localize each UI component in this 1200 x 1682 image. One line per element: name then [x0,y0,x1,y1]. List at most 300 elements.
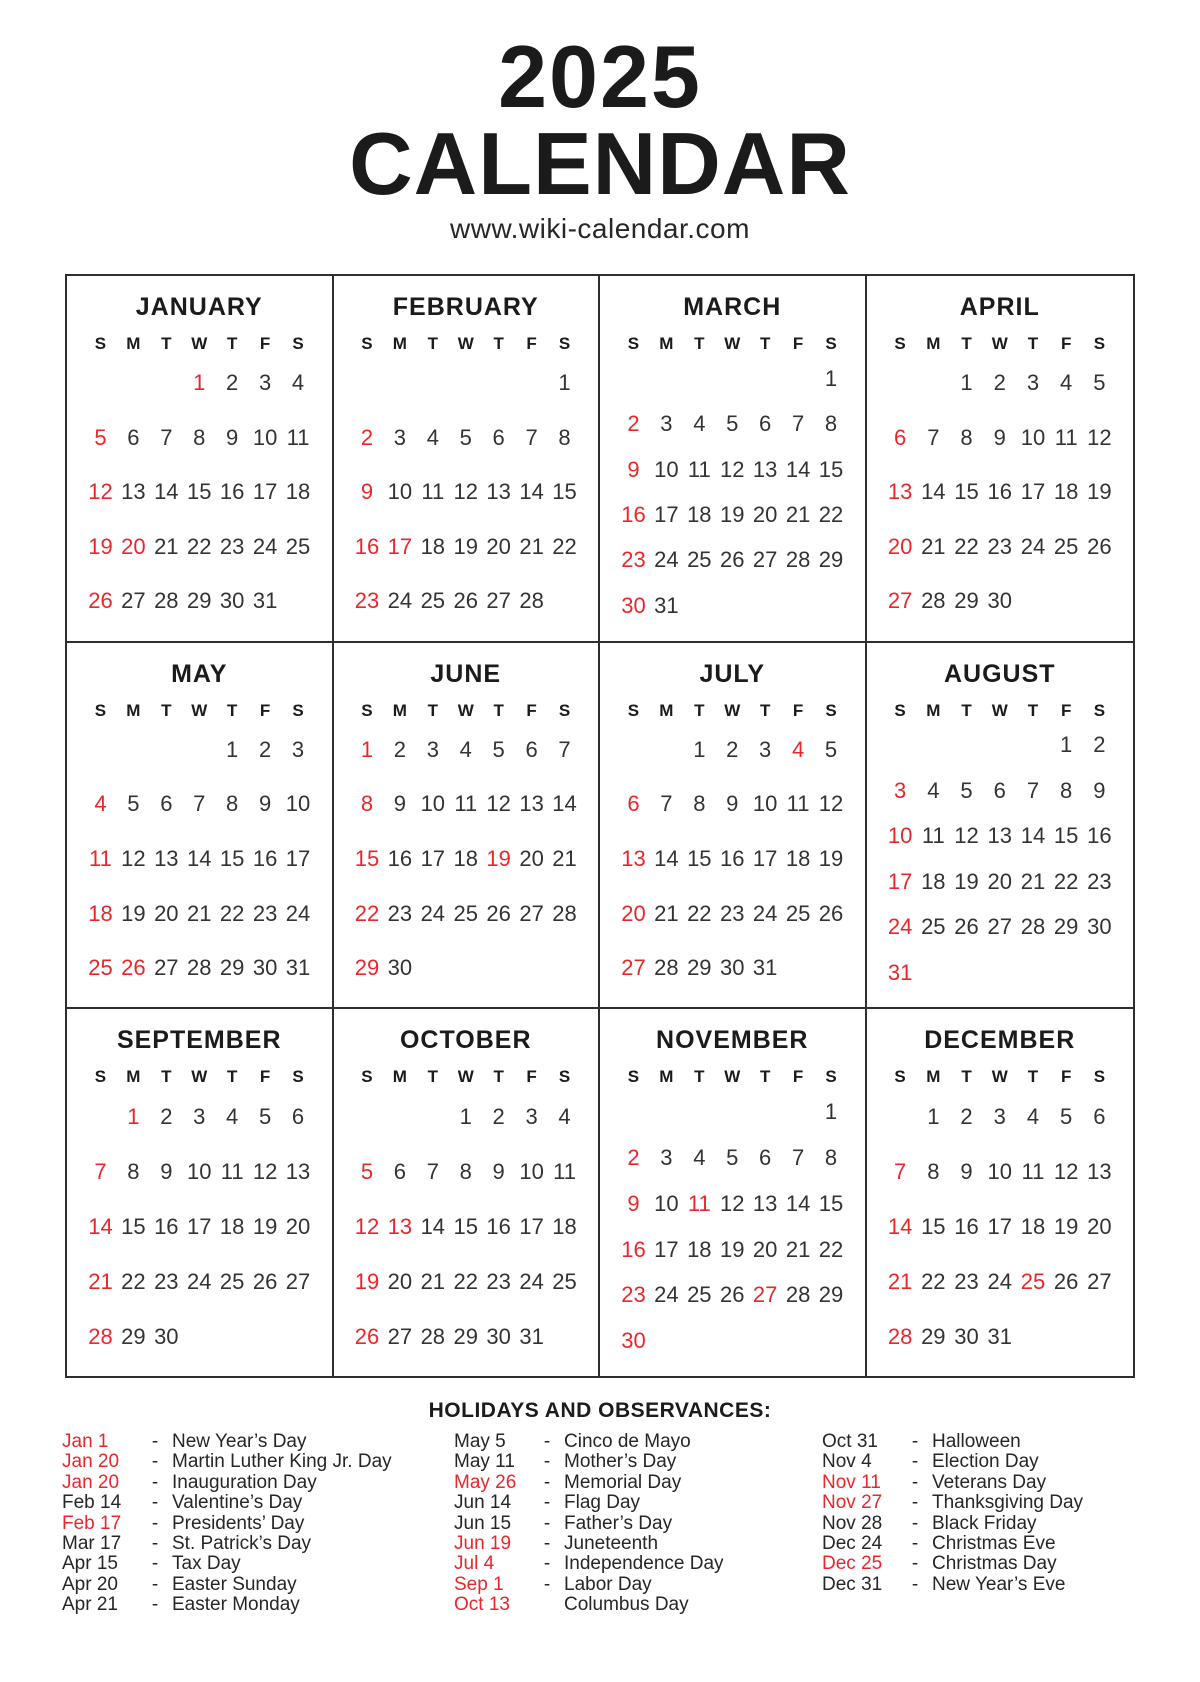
day-cell: 18 [285,479,311,505]
day-cell: 17 [252,479,278,505]
day-cell [650,1318,683,1364]
holiday-date: Jun 14 [454,1492,512,1514]
day-cell: 26 [954,914,979,940]
day-cell [150,356,183,411]
day-cell: 5 [127,791,140,817]
holiday-item [822,1452,1138,1472]
month-days [600,356,865,629]
holiday-name: Thanksgiving Day [932,1492,1084,1514]
day-cell: 18 [785,845,811,871]
day-cell: 24 [987,1268,1012,1294]
weekday-label: M [392,700,407,720]
day-cell: 13 [519,791,544,817]
day-cell: 24 [252,533,278,559]
holiday-name: Easter Sunday [172,1573,297,1595]
day-cell: 13 [1087,1158,1112,1184]
day-cell: 12 [453,479,478,505]
weekday-label: T [161,334,172,353]
holiday-item [822,1575,1138,1595]
holiday-date: Jun 15 [454,1512,512,1534]
day-cell [383,356,416,411]
weekday-label: T [161,700,172,720]
weekday-label: T [1027,700,1039,720]
weekday-label: S [292,700,304,720]
month-december [867,1009,1134,1376]
holiday-date: Dec 25 [822,1553,883,1575]
month-days [867,723,1134,996]
month-february [334,276,601,643]
holiday-dash: - [151,1553,159,1575]
day-cell: 2 [226,370,239,396]
holiday-date: Oct 31 [822,1431,878,1452]
day-cell: 24 [420,900,446,926]
day-cell: 21 [785,502,811,528]
day-cell: 15 [1053,823,1079,849]
day-cell: 18 [552,1213,577,1239]
holiday-item [822,1432,1138,1452]
day-cell: 23 [621,1282,646,1308]
calendar-grid [65,274,1135,1378]
day-cell: 9 [627,456,640,482]
month-days [334,1089,599,1364]
day-cell: 26 [486,900,511,926]
day-cell [150,723,183,778]
weekday-row [867,701,1134,721]
day-cell: 7 [791,1144,805,1170]
page-header [0,0,1200,245]
day-cell: 26 [121,955,146,981]
weekday-row [600,334,865,354]
holiday-name: Flag Day [564,1492,641,1514]
weekday-row [334,701,599,721]
day-cell [1083,950,1116,995]
day-cell: 8 [824,411,838,437]
weekday-label: M [126,334,141,353]
day-cell: 20 [887,533,913,559]
holiday-date: Nov 28 [822,1512,883,1534]
holiday-date: May 26 [454,1471,517,1493]
day-cell: 11 [921,823,945,849]
day-cell: 25 [921,914,946,940]
day-cell: 21 [654,900,679,926]
day-cell [782,356,815,401]
day-cell: 16 [486,1213,511,1239]
day-cell: 23 [154,1268,179,1294]
day-cell: 16 [954,1213,979,1239]
weekday-label: M [659,1067,674,1087]
day-cell [983,723,1016,768]
holiday-dash: - [543,1492,551,1514]
day-cell: 14 [785,1190,811,1216]
holiday-item [822,1554,1138,1574]
holiday-name: St. Patrick’s Day [172,1533,312,1555]
day-cell: 12 [1053,1158,1079,1184]
weekday-label: W [457,334,474,353]
month-title: SEPTEMBER [116,1026,282,1055]
day-cell [749,1089,782,1135]
day-cell: 30 [987,588,1012,614]
day-cell: 24 [654,547,679,573]
website-url: www.wiki-calendar.com [450,213,750,244]
holiday-name: Easter Monday [172,1594,300,1616]
weekday-label: W [457,700,474,720]
month-july [600,643,867,1010]
weekday-label: F [259,334,271,353]
holiday-name: Father’s Day [564,1512,673,1534]
day-cell: 6 [127,424,140,450]
day-cell: 7 [1026,777,1040,803]
day-cell: 20 [121,533,146,559]
holiday-date: Nov 4 [822,1451,872,1473]
day-cell [482,356,515,411]
day-cell: 16 [621,502,646,528]
weekday-label: T [961,334,972,353]
day-cell: 15 [687,845,712,871]
day-cell: 22 [354,900,380,926]
holiday-name: Martin Luther King Jr. Day [172,1451,392,1473]
day-cell: 17 [387,533,413,559]
weekday-label: S [894,700,906,720]
holiday-dash: - [151,1533,159,1555]
holiday-item [454,1554,822,1574]
day-cell: 8 [558,424,571,450]
weekday-label: S [558,334,571,353]
day-cell [917,723,950,768]
day-cell: 2 [627,411,640,437]
day-cell: 20 [486,533,511,559]
day-cell: 3 [893,777,907,803]
weekday-label: F [792,700,804,720]
holiday-item [454,1452,822,1472]
day-cell: 3 [660,1144,673,1170]
holiday-item [454,1595,822,1615]
day-cell [716,583,749,628]
month-days [600,723,865,996]
day-cell: 28 [785,547,811,573]
day-cell: 1 [824,1099,838,1125]
day-cell: 13 [121,479,146,505]
day-cell: 2 [960,1103,973,1129]
day-cell: 22 [921,1268,946,1294]
day-cell: 18 [921,868,946,894]
holiday-dash: - [911,1573,919,1595]
holiday-name: Election Day [932,1451,1039,1473]
day-cell: 8 [193,424,206,450]
holidays-column [454,1432,822,1616]
day-cell: 14 [785,456,811,482]
day-cell: 21 [420,1268,446,1294]
day-cell: 9 [393,791,406,817]
day-cell: 19 [88,533,113,559]
day-cell: 23 [954,1268,979,1294]
day-cell: 27 [887,588,913,614]
month-title: MAY [171,659,228,688]
holiday-dash: - [543,1512,551,1534]
day-cell: 3 [660,411,673,437]
weekday-label: W [191,700,208,720]
day-cell: 10 [420,791,446,817]
day-cell: 1 [459,1103,472,1129]
day-cell: 1 [226,736,239,762]
weekday-label: T [493,700,504,720]
day-cell: 9 [258,791,272,817]
day-cell: 2 [393,736,406,762]
day-cell [716,356,749,401]
day-cell: 22 [818,502,844,528]
day-cell [950,723,983,768]
day-cell: 2 [492,1103,505,1129]
day-cell: 21 [887,1268,913,1294]
holiday-item [62,1432,454,1452]
day-cell: 4 [1026,1103,1040,1129]
day-cell [183,1309,216,1364]
day-cell: 14 [519,479,544,505]
day-cell: 26 [720,1282,745,1308]
day-cell: 27 [486,588,511,614]
weekday-label: W [457,1067,474,1087]
day-cell: 22 [1053,868,1079,894]
weekday-label: S [292,334,304,353]
holiday-item [62,1554,454,1574]
day-cell [617,356,650,401]
day-cell: 1 [127,1103,140,1129]
day-cell: 14 [654,845,679,871]
holiday-date: Apr 15 [62,1553,118,1575]
day-cell [617,723,650,778]
day-cell: 8 [824,1144,838,1170]
day-cell: 15 [187,479,212,505]
day-cell: 5 [960,777,973,803]
day-cell: 18 [420,533,446,559]
day-cell [351,356,384,411]
day-cell: 10 [654,456,679,482]
day-cell: 28 [887,1323,913,1349]
weekday-label: T [427,334,438,353]
day-cell: 9 [726,791,739,817]
weekday-label: S [1093,700,1106,720]
day-cell: 8 [693,791,706,817]
holiday-name: Veterans Day [932,1471,1047,1493]
day-cell: 1 [693,736,706,762]
holiday-name: Juneteenth [564,1533,659,1555]
day-cell: 11 [286,424,310,450]
day-cell: 11 [687,456,711,482]
holiday-item [822,1514,1138,1534]
weekday-label: M [392,334,407,353]
day-cell: 22 [219,900,245,926]
day-cell: 24 [519,1268,544,1294]
day-cell: 19 [954,868,979,894]
day-cell: 8 [127,1158,140,1184]
day-cell: 24 [654,1282,679,1308]
month-september [67,1009,334,1376]
day-cell: 24 [387,588,413,614]
holiday-name: Independence Day [564,1553,724,1575]
holiday-dash: - [911,1553,919,1575]
day-cell: 1 [960,370,973,396]
day-cell: 3 [525,1103,538,1129]
day-cell: 27 [752,1282,778,1308]
day-cell [1016,723,1049,768]
day-cell: 6 [759,411,772,437]
day-cell: 26 [453,588,478,614]
day-cell: 5 [726,1144,739,1170]
weekday-label: S [292,1067,304,1087]
day-cell: 15 [121,1213,146,1239]
holiday-dash: - [543,1553,551,1575]
day-cell [650,723,683,778]
weekday-label: M [392,1067,407,1087]
day-cell: 26 [720,547,745,573]
day-cell [983,950,1016,995]
weekday-row [867,1067,1134,1087]
day-cell [117,723,150,778]
day-cell: 5 [492,736,505,762]
day-cell: 2 [726,736,739,762]
month-october [334,1009,601,1376]
day-cell [749,1318,782,1364]
holiday-date: Jan 1 [62,1431,109,1452]
holiday-name: Memorial Day [564,1471,682,1493]
weekday-label: F [792,1067,804,1087]
day-cell: 19 [486,845,511,871]
day-cell: 9 [1093,777,1106,803]
day-cell: 25 [453,900,478,926]
day-cell: 21 [552,845,577,871]
month-title: JULY [699,659,766,688]
day-cell: 28 [1020,914,1046,940]
day-cell [117,356,150,411]
day-cell [683,583,716,628]
day-cell: 18 [219,1213,245,1239]
day-cell: 28 [785,1282,811,1308]
day-cell: 12 [720,1190,745,1216]
day-cell: 20 [752,1236,778,1262]
day-cell: 12 [354,1213,380,1239]
day-cell: 27 [987,914,1012,940]
day-cell: 7 [927,424,940,450]
weekday-label: T [759,700,771,720]
day-cell: 17 [654,1236,679,1262]
weekday-label: M [126,700,141,720]
day-cell: 22 [552,533,577,559]
holiday-dash: - [911,1471,919,1493]
month-title: MARCH [683,293,782,321]
holiday-dash: - [151,1431,159,1452]
day-cell: 30 [621,1328,646,1354]
weekday-label: T [694,334,705,353]
day-cell: 16 [720,845,745,871]
holiday-item [454,1575,822,1595]
day-cell: 17 [654,502,679,528]
weekday-label: T [226,700,238,720]
weekday-label: F [1060,700,1072,720]
day-cell: 26 [354,1323,380,1349]
holidays-heading: HOLIDAYS AND OBSERVANCES: [428,1399,772,1422]
month-title: APRIL [959,293,1040,321]
day-cell: 30 [621,592,646,618]
day-cell: 7 [558,736,571,762]
day-cell: 28 [654,955,679,981]
weekday-label: W [724,700,741,720]
month-title: FEBRUARY [392,293,539,321]
weekday-label: S [825,1067,837,1087]
day-cell: 16 [219,479,245,505]
day-cell: 12 [252,1158,278,1184]
weekday-label: W [191,334,208,353]
day-cell [884,356,917,411]
holiday-name: Valentine’s Day [172,1492,303,1514]
day-cell: 31 [654,592,679,618]
day-cell: 28 [88,1323,113,1349]
holiday-name: Labor Day [564,1573,652,1595]
day-cell: 11 [1021,1158,1045,1184]
month-title: OCTOBER [399,1026,532,1055]
day-cell: 25 [219,1268,245,1294]
day-cell [650,356,683,401]
day-cell: 16 [987,479,1012,505]
holiday-item [62,1473,454,1493]
day-cell: 23 [987,533,1012,559]
holiday-name: New Year’s Eve [932,1573,1066,1595]
day-cell: 14 [1020,823,1046,849]
weekday-label: M [926,1067,941,1087]
day-cell [683,1089,716,1135]
day-cell: 18 [453,845,478,871]
holiday-name: Cinco de Mayo [564,1431,691,1452]
day-cell [416,941,449,996]
month-days [600,1089,865,1364]
day-cell: 8 [927,1158,940,1184]
day-cell: 1 [1060,732,1073,758]
weekday-row [67,701,332,721]
day-cell: 5 [459,424,472,450]
weekday-label: T [226,334,238,353]
day-cell: 15 [453,1213,478,1239]
weekday-label: S [627,334,640,353]
day-cell: 11 [553,1158,576,1184]
day-cell [716,1089,749,1135]
day-cell: 6 [993,777,1006,803]
day-cell: 15 [954,479,979,505]
day-cell: 7 [791,411,805,437]
holiday-date: Oct 13 [454,1594,510,1616]
day-cell: 13 [285,1158,311,1184]
day-cell: 7 [94,1158,107,1184]
day-cell: 29 [954,588,979,614]
day-cell: 19 [354,1268,380,1294]
weekday-label: T [694,1067,705,1087]
day-cell [1050,950,1083,995]
day-cell: 8 [360,791,374,817]
day-cell: 29 [219,955,245,981]
day-cell: 20 [519,845,544,871]
day-cell: 24 [1020,533,1046,559]
day-cell: 3 [393,424,406,450]
day-cell: 25 [1053,533,1079,559]
day-cell: 12 [720,456,745,482]
day-cell [683,356,716,401]
month-march [600,276,867,643]
day-cell [84,1089,117,1144]
day-cell: 26 [1053,1268,1079,1294]
day-cell: 26 [252,1268,278,1294]
day-cell: 21 [921,533,946,559]
day-cell [1016,1309,1049,1364]
holiday-item [62,1595,454,1615]
day-cell: 29 [687,955,712,981]
year-title: 2025 [498,27,702,126]
